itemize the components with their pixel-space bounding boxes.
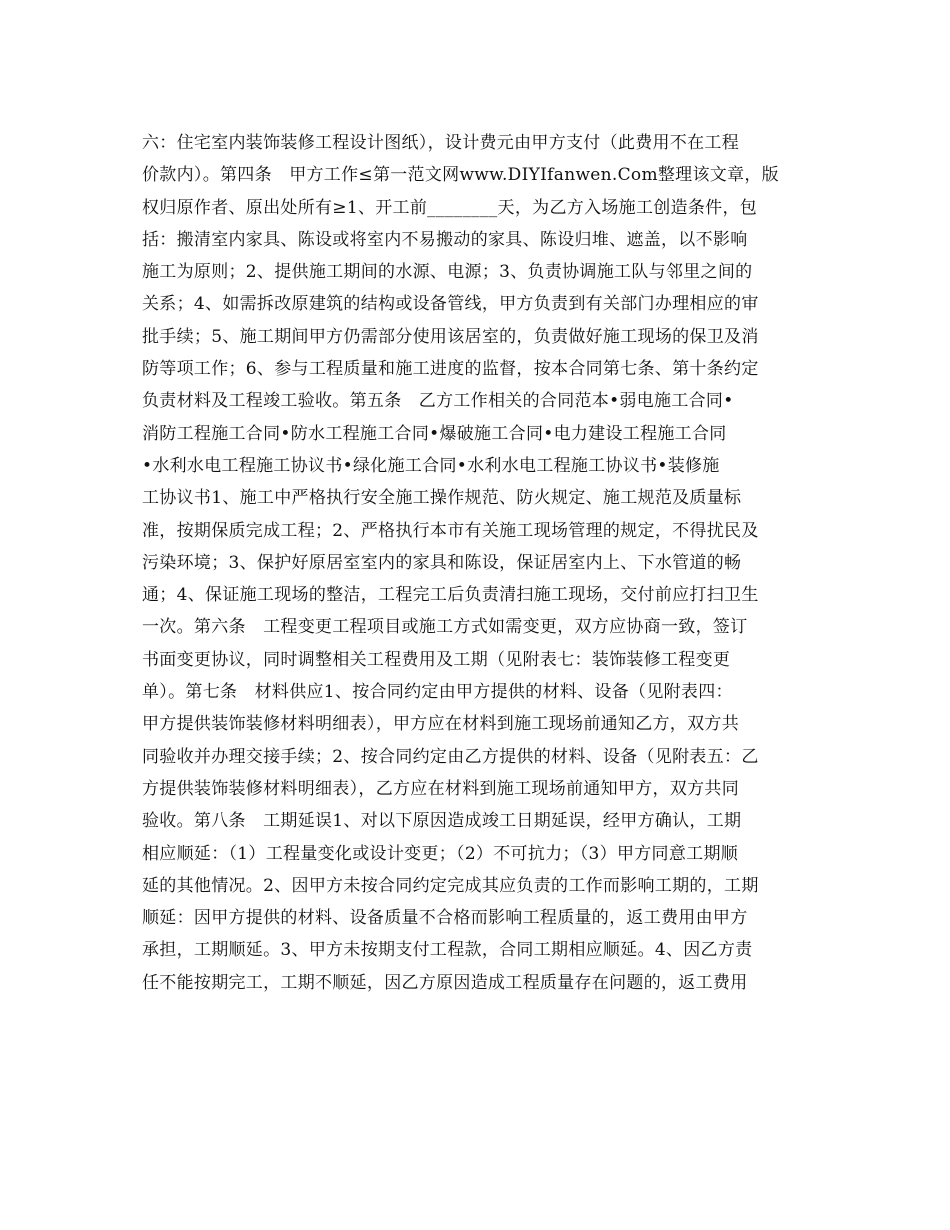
text-line: 顺延：因甲方提供的材料、设备质量不合格而影响工程质量的，返工费用由甲方 bbox=[142, 908, 748, 929]
text-line: 工协议书1、施工中严格执行安全施工操作规范、防火规定、施工规范及质量标 bbox=[142, 488, 742, 509]
text-line: 批手续；5、施工期间甲方仍需部分使用该居室的，负责做好施工现场的保卫及消 bbox=[142, 326, 759, 347]
text-line: 关系；4、如需拆改原建筑的结构或设备管线，甲方负责到有关部门办理相应的审 bbox=[142, 294, 759, 315]
text-line: 书面变更协议，同时调整相关工程费用及工期（见附表七：装饰装修工程变更 bbox=[142, 649, 731, 670]
text-line: 同验收并办理交接手续；2、按合同约定由乙方提供的材料、设备（见附表五：乙 bbox=[142, 746, 759, 767]
text-line: 施工为原则；2、提供施工期间的水源、电源；3、负责协调施工队与邻里之间的 bbox=[142, 262, 753, 283]
text-line: 承担，工期顺延。3、甲方未按期支付工程款，合同工期相应顺延。4、因乙方责 bbox=[142, 940, 753, 961]
contract-text-body bbox=[142, 127, 822, 999]
text-line: 一次。第六条 工程变更工程项目或施工方式如需变更，双方应协商一致，签订 bbox=[142, 617, 748, 638]
text-line: 权归原作者、原出处所有≥1、开工前________天，为乙方入场施工创造条件，包 bbox=[142, 197, 758, 218]
text-line: 方提供装饰装修材料明细表），乙方应在材料到施工现场前通知甲方，双方共同 bbox=[142, 778, 739, 799]
text-line: 六：住宅室内装饰装修工程设计图纸），设计费元由甲方支付（此费用不在工程 bbox=[142, 133, 739, 153]
text-line: 负责材料及工程竣工验收。第五条 乙方工作相关的合同范本•弱电施工合同• bbox=[142, 391, 734, 412]
text-line: 单）。第七条 材料供应1、按合同约定由甲方提供的材料、设备（见附表四： bbox=[142, 682, 733, 703]
text-line: •水利水电工程施工协议书•绿化施工合同•水利水电工程施工协议书•装修施 bbox=[142, 455, 720, 476]
text-line: 甲方提供装饰装修材料明细表），甲方应在材料到施工现场前通知乙方，双方共 bbox=[142, 714, 739, 735]
text-line: 相应顺延：（1）工程量变化或设计变更；（2）不可抗力；（3）甲方同意工期顺 bbox=[142, 843, 739, 864]
text-line: 消防工程施工合同•防水工程施工合同•爆破施工合同•电力建设工程施工合同 bbox=[142, 423, 727, 444]
text-line: 验收。第八条 工期延误1、对以下原因造成竣工日期延误，经甲方确认，工期 bbox=[142, 811, 742, 832]
text-line: 准，按期保质完成工程；2、严格执行本市有关施工现场管理的规定，不得扰民及 bbox=[142, 520, 759, 541]
text-line: 污染环境；3、保护好原居室室内的家具和陈设，保证居室内上、下水管道的畅 bbox=[142, 552, 742, 573]
text-line: 价款内）。第四条 甲方工作≤第一范文网www.DIYIfanwen.Com整理该文章，版 bbox=[142, 165, 779, 186]
text-line: 延的其他情况。2、因甲方未按合同约定完成其应负责的工作而影响工期的，工期 bbox=[142, 875, 759, 896]
text-line: 通；4、保证施工现场的整洁，工程完工后负责清扫施工现场，交付前应打扫卫生 bbox=[142, 585, 759, 606]
text-line: 防等项工作；6、参与工程质量和施工进度的监督，按本合同第七条、第十条约定 bbox=[142, 359, 759, 380]
text-line: 括：搬清室内家具、陈设或将室内不易搬动的家具、陈设归堆、遮盖，以不影响 bbox=[142, 229, 748, 250]
text-line: 任不能按期完工，工期不顺延，因乙方原因造成工程质量存在问题的，返工费用 bbox=[142, 972, 748, 993]
